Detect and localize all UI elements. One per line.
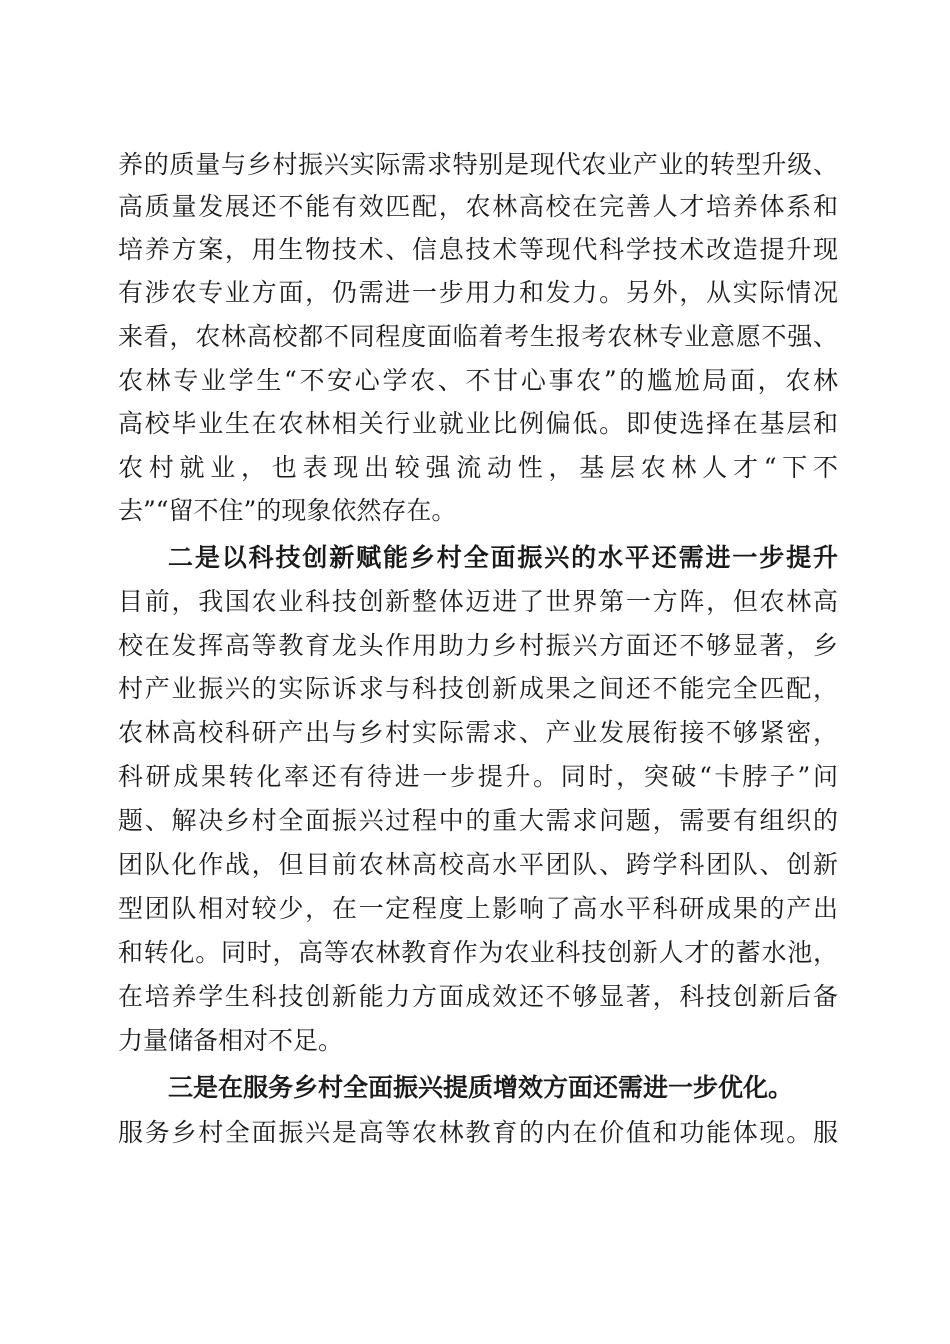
text-line: 和转化。同时，高等农林教育作为农业科技创新人才的蓄水池， <box>118 938 838 967</box>
text-line: 团队化作战，但目前农林高校高水平团队、跨学科团队、创新 <box>118 850 838 879</box>
text-line: 农林高校科研产出与乡村实际需求、产业发展衔接不够紧密， <box>118 718 838 747</box>
text-line: 有涉农专业方面，仍需进一步用力和发力。另外，从实际情况 <box>118 278 838 307</box>
text-line: 题、解决乡村全面振兴过程中的重大需求问题，需要有组织的 <box>118 806 838 835</box>
text-line: 高校毕业生在农林相关行业就业比例偏低。即使选择在基层和 <box>118 409 838 438</box>
text-line: 培养方案，用生物技术、信息技术等现代科学技术改造提升现 <box>118 235 838 264</box>
text-line: 农村就业，也表现出较强流动性，基层农林人才“下不 <box>118 453 838 482</box>
text-line: 校在发挥高等教育龙头作用助力乡村振兴方面还不够显著，乡 <box>118 631 838 660</box>
text-line: 来看，农林高校都不同程度面临着考生报考农林专业意愿不强、 <box>118 322 838 351</box>
text-line: 去”“留不住”的现象依然存在。 <box>118 496 457 525</box>
text-line: 养的质量与乡村振兴实际需求特别是现代农业产业的转型升级、 <box>118 150 838 179</box>
text-line: 力量储备相对不足。 <box>118 1026 344 1055</box>
text-line: 型团队相对较少，在一定程度上影响了高水平科研成果的产出 <box>118 894 838 923</box>
section-heading-3: 三是在服务乡村全面振兴提质增效方面还需进一步优化。 <box>168 1073 794 1102</box>
text-line: 农林专业学生“不安心学农、不甘心事农”的尴尬局面，农林 <box>118 366 838 395</box>
text-line: 科研成果转化率还有待进一步提升。同时，突破“卡脖子”问 <box>118 762 838 791</box>
text-line: 服务乡村全面振兴是高等农林教育的内在价值和功能体现。服 <box>118 1118 838 1147</box>
text-line: 在培养学生科技创新能力方面成效还不够显著，科技创新后备 <box>118 982 838 1011</box>
text-line: 高质量发展还不能有效匹配，农林高校在完善人才培养体系和 <box>118 192 838 221</box>
section-heading-2: 二是以科技创新赋能乡村全面振兴的水平还需进一步提升 <box>168 543 838 572</box>
text-line: 目前，我国农业科技创新整体迈进了世界第一方阵，但农林高 <box>118 587 838 616</box>
text-line: 村产业振兴的实际诉求与科技创新成果之间还不能完全匹配， <box>118 674 838 703</box>
